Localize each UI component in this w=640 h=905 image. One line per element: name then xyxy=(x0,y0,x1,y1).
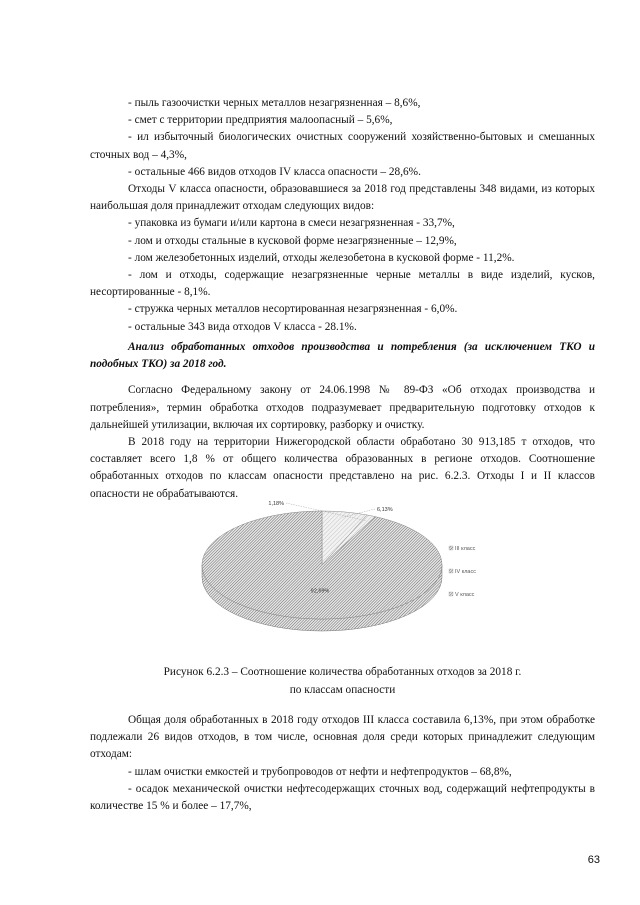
paragraph: Отходы V класса опасности, образовавшиеся за 2018 год представлены 348 видами, из которых наибольшая доля принадлежит отходам следующих видов: xyxy=(90,183,595,213)
legend-swatch xyxy=(449,592,453,596)
legend-label: III класс xyxy=(455,546,476,552)
paragraph: - стружка черных металлов несортированная незагрязненная - 6,0%. xyxy=(128,303,458,316)
pie-chart xyxy=(200,497,500,647)
paragraph: - пыль газоочистки черных металлов незагрязненная – 8,6%, xyxy=(128,97,421,109)
pie-data-label: 6,13% xyxy=(377,507,393,513)
pie-data-label: 92,69% xyxy=(310,588,330,595)
paragraph: Общая доля обработанных в 2018 году отходов III класса составила 6,13%, при этом обработке подлежали 26 видов отходов, в том числе, основная доля среди которых принадлежит следующим отходам: xyxy=(90,714,595,761)
paragraph: Согласно Федеральному закону от 24.06.1998 № 89-ФЗ «Об отходах производства и потребления», термин обработка отходов подразумевает предварительную подготовку отходов к дальнейшей утилизации, включая их сортировку, разборку и очистку. xyxy=(90,384,595,431)
paragraph: - осадок механической очистки нефтесодержащих сточных вод, содержащий нефтепродукты в количестве 15 % и более – 17,7%, xyxy=(90,782,595,813)
pie-data-label: 1,18% xyxy=(268,501,284,507)
text-block-mid xyxy=(90,339,595,503)
paragraph: - лом и отходы, содержащие незагрязненные черные металлы в виде изделий, кусков, несортированные - 8,1%. xyxy=(90,269,595,299)
legend-swatch xyxy=(449,546,453,550)
page-number: 63 xyxy=(587,854,600,866)
pie-slice xyxy=(202,511,442,619)
paragraph: - остальные 466 видов отходов IV класса опасности – 28,6%. xyxy=(128,165,421,178)
section-heading: Анализ обработанных отходов производства и потребления (за исключением ТКО и подобных ТКО) за 2018 год. xyxy=(90,341,595,371)
paragraph: - упаковка из бумаги и/или картона в смеси незагрязненная - 33,7%, xyxy=(128,217,455,230)
paragraph: - лом и отходы стальные в кусковой форме незагрязненные – 12,9%, xyxy=(128,234,457,247)
legend-label: V класс xyxy=(455,592,475,598)
paragraph: - смет с территории предприятия малоопасный – 5,6%, xyxy=(128,114,393,127)
text-block-bottom xyxy=(90,712,595,815)
paragraph: - ил избыточный биологических очистных сооружений хозяйственно-бытовых и смешанных сточных вод – 4,3%, xyxy=(90,131,595,161)
paragraph: В 2018 году на территории Нижегородской области обработано 30 913,185 т отходов, что составляет всего 1,8 % от общего количества образованных в регионе отходов. Соотношение обработанных отходов по классам опасности представлено на рис. 6.2.3. Отходы I и II классов опасности не обрабатываются. xyxy=(90,436,595,500)
caption-line: по классам опасности xyxy=(289,683,396,696)
paragraph: - лом железобетонных изделий, отходы железобетона в кусковой форме - 11,2%. xyxy=(128,251,515,264)
legend-swatch xyxy=(449,569,453,573)
pie-chart-svg xyxy=(200,497,500,647)
paragraph: - шлам очистки емкостей и трубопроводов от нефти и нефтепродуктов – 68,8%, xyxy=(128,765,512,778)
figure-caption xyxy=(90,664,595,699)
legend-label: IV класс xyxy=(455,569,476,575)
paragraph: - остальные 343 вида отходов V класса - 28.1%. xyxy=(128,320,357,333)
text-block-top xyxy=(90,95,595,336)
caption-line: Рисунок 6.2.3 – Соотношение количества обработанных отходов за 2018 г. xyxy=(163,666,522,678)
